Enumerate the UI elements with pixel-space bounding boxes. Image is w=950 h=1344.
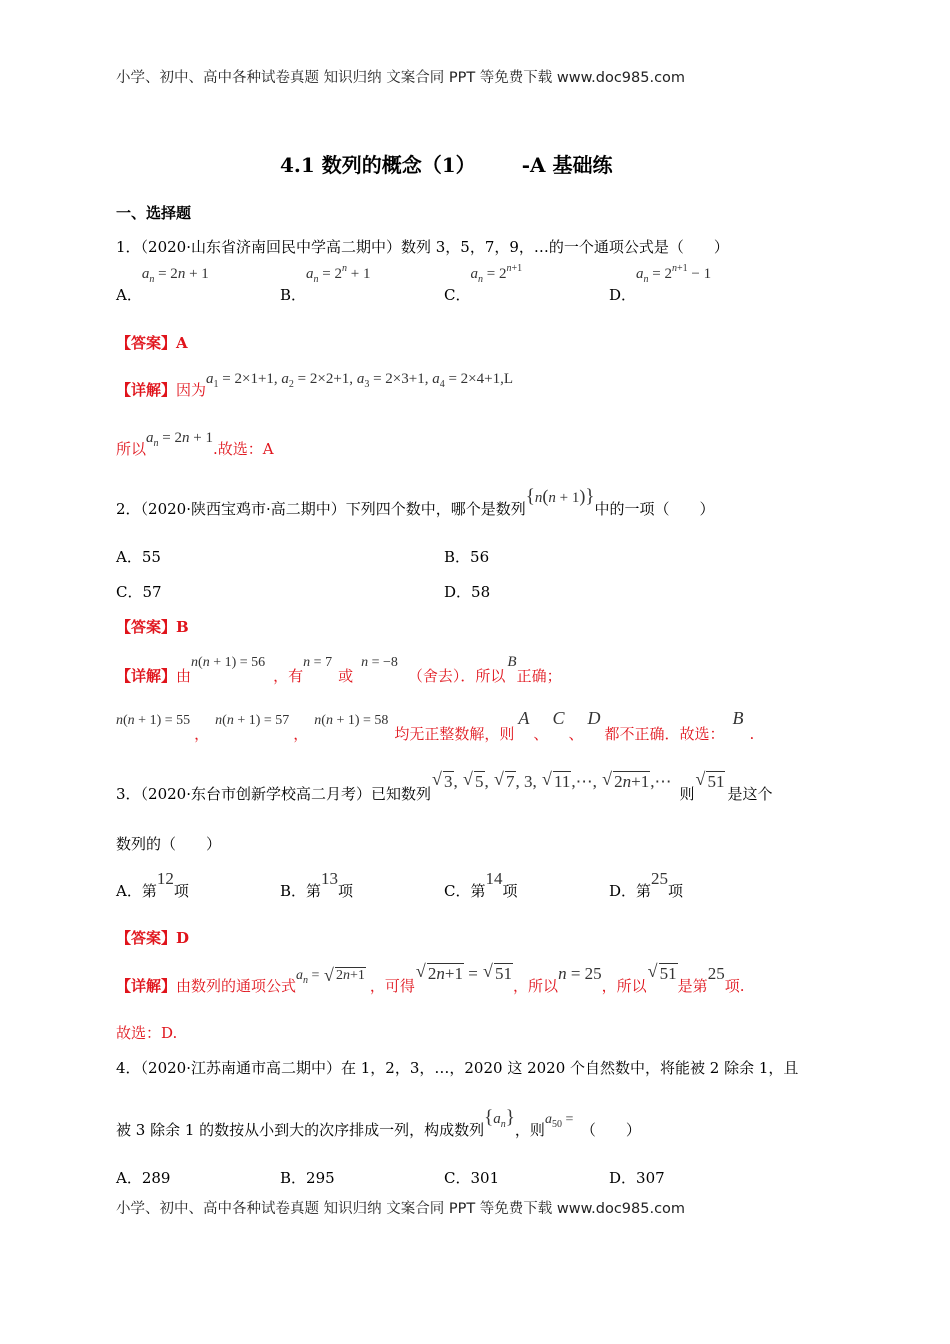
q1-option-d-formula: $a_n = 2^{n+1} - 1$ [636,263,712,285]
q3-formula-n: n = 25 [558,964,602,983]
q2-letter-a: A [518,708,530,728]
page-footer: 小学、初中、高中各种试卷真题 知识归纳 文案合同 PPT 等免费下载 www.doc985.com [116,1201,686,1217]
q2-formula-5: n(n + 1) = 57 [215,713,290,728]
q1-option-b: B．$a_n = 2^n + 1$ [280,263,371,304]
q3-formula-an: $a_n$ = √ 2n+1 [296,967,366,983]
q3-option-a: A．第12项 [116,869,189,900]
q3-sequence-formula: √ 3, √ 5, √ 7, 3, √ 11,⋯, √ 2n+1,⋯ [431,772,671,791]
q1-detail-1: 【详解】因为$a_1 = 2\times 1+1$, $a_2 = 2\times 2+1$, $a_3 = 2\times 3+1$, $a_4 = 2\times 4+1,L$ [116,371,513,399]
q3-answer: 【答案】D [116,929,190,947]
q2-formula-6: n(n + 1) = 58 [314,713,389,728]
q2-option-c: C．57 [116,583,162,601]
page-title-main: 4.1 数列的概念（1） [280,153,476,177]
q4-option-b: B．295 [280,1169,335,1187]
q2-letter-d: D [587,708,601,728]
q2-formula-1: n(n + 1) = 56 [191,655,266,670]
q4-stem-line2: 被 3 除余 1 的数按从小到大的次序排成一列，构成数列$\{a_n\}$，则$a_{50}$ = （ ） [116,1107,641,1139]
q2-option-a: A．55 [116,548,161,566]
q2-answer: 【答案】B [116,618,189,636]
q3-formula-sqrt51: √ 51 [647,964,678,983]
q3-stem-line2: 数列的（ ） [116,835,222,853]
q2-formula-2: n = 7 [303,655,333,670]
q2-stem: 2．（2020·陕西宝鸡市·高二期中）下列四个数中，哪个是数列{n(n + 1)}中的一项（ ） [116,486,715,518]
q1-answer: 【答案】A [116,334,188,352]
q1-detail-2-formula: $a_n = 2n + 1$ [146,430,213,449]
q1-option-a: A．$a_n = 2n + 1$ [116,266,209,304]
q3-formula-eq: √ 2n+1 = √ 51 [415,964,513,983]
q4-option-a: A．289 [116,1169,171,1187]
q2-formula-4: n(n + 1) = 55 [116,713,191,728]
q4-option-c: C．301 [444,1169,500,1187]
q2-option-b: B．56 [444,548,490,566]
q3-stem: 3．（2020·东台市创新学校高二月考）已知数列√ 3, √ 5, √ 7, 3, √ 11,⋯, √ 2n+1,⋯则√ 51是这个 [116,771,773,792]
q2-option-d: D．58 [444,583,491,601]
q3-detail-1: 【详解】由数列的通项公式$a_n$ = √ 2n+1，可得√ 2n+1 = √ 51，所以n = 25，所以√ 51是第25项. [116,963,744,984]
q1-stem: 1．（2020·山东省济南回民中学高二期中）数列 3，5，7，9，…的一个通项公式是（ ） [116,238,729,256]
q2-sequence-formula: {n(n + 1)} [525,486,595,507]
q3-option-c: C．第14项 [444,869,518,900]
q2-letter-b: B [507,654,517,670]
q1-option-d: D．$a_n = 2^{n+1} - 1$ [609,263,712,304]
page-title [280,149,612,178]
q1-detail-formula: $a_1 = 2\times 1+1$, $a_2 = 2\times 2+1$, $a_3 = 2\times 3+1$, $a_4 = 2\times 4+1,L$ [206,371,513,390]
q2-detail-2: n(n + 1) = 55，n(n + 1) = 57，n(n + 1) = 58均无正整数解，则A、C、D都不正确．故选：B. [116,708,755,743]
q1-option-a-formula: $a_n = 2n + 1$ [141,266,209,285]
q4-option-d: D．307 [609,1169,665,1187]
q4-formula-a50: $a_{50}$ = [544,1112,577,1130]
q2-detail-1: 【详解】由n(n + 1) = 56，有n = 7或n = −8（舍去）．所以B正确； [116,654,562,685]
q3-option-d: D．第25项 [609,869,684,900]
q2-letter-b-final: B [732,708,744,728]
q1-detail-2: 所以$a_n = 2n + 1$.故选：A [116,430,274,458]
q3-detail-2: 故选：D. [116,1024,178,1042]
q4-sequence-formula: $\{a_n\}$ [484,1107,515,1130]
page-header: 小学、初中、高中各种试卷真题 知识归纳 文案合同 PPT 等免费下载 www.doc985.com [116,70,686,86]
q3-option-b: B．第13项 [280,869,354,900]
q1-option-c: C．$a_n = 2^{n+1}$ [444,263,523,304]
q3-sqrt51: √ 51 [694,772,725,791]
q1-option-b-formula: $a_n = 2^n + 1$ [306,263,371,285]
q4-stem-line1: 4．（2020·江苏南通市高二期中）在 1，2，3，…，2020 这 2020 个自然数中，将能被 2 除余 1，且 [116,1059,799,1077]
section-heading: 一、选择题 [116,204,192,222]
q2-formula-3: n = −8 [361,655,398,670]
q1-option-c-formula: $a_n = 2^{n+1}$ [470,263,523,285]
page-title-suffix: -A 基础练 [521,153,613,177]
q2-letter-c: C [552,708,565,728]
